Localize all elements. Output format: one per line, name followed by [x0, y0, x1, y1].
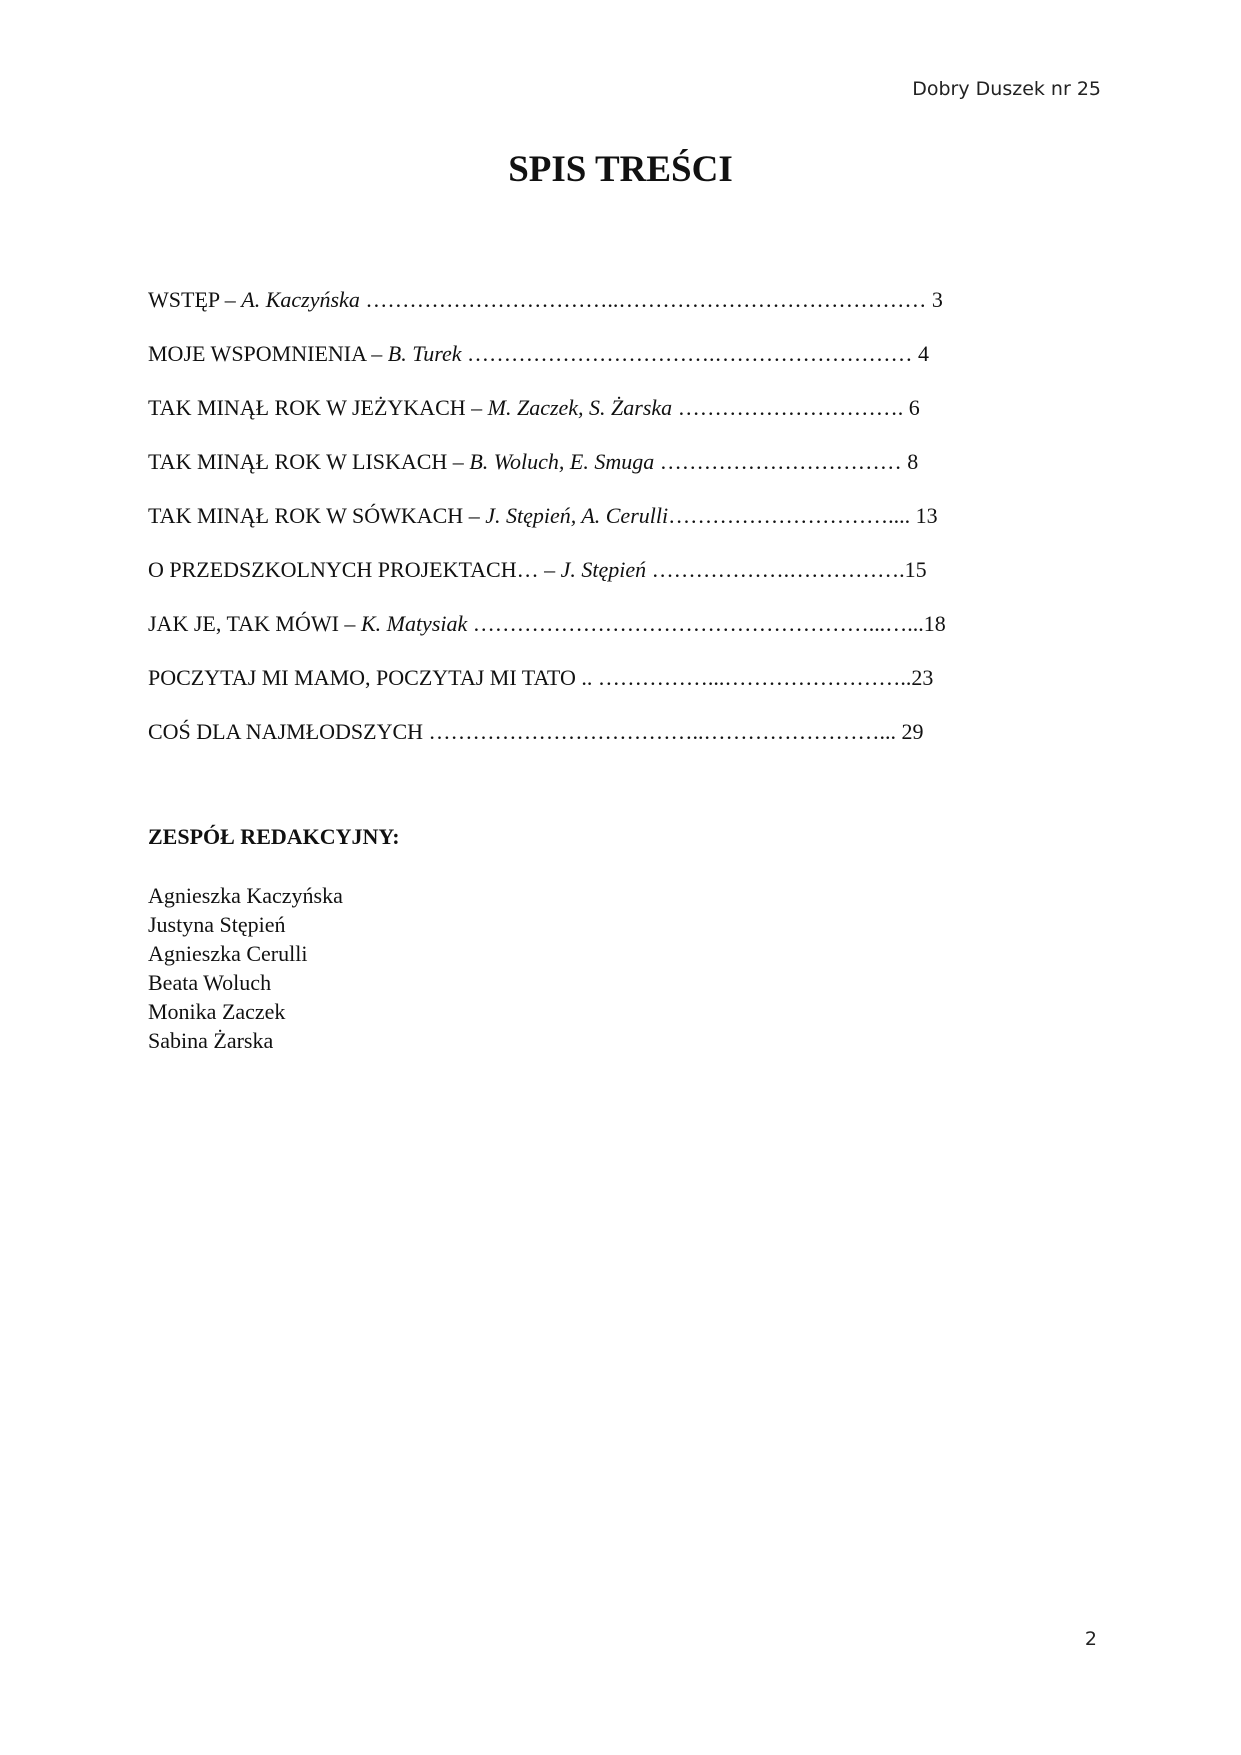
toc-entry [148, 395, 1061, 449]
page-title: SPIS TREŚCI [508, 149, 733, 190]
toc-entry [148, 611, 1061, 665]
toc-entry-leader: ……………….……………. [646, 557, 905, 582]
toc-entry-author: J. Stępień, A. Cerulli [485, 503, 669, 528]
toc-entry-title: COŚ DLA NAJMŁODSZYCH [148, 719, 429, 744]
team-member: Agnieszka Kaczyńska [148, 883, 343, 908]
toc-entry-page: 13 [915, 503, 938, 528]
toc-entry [148, 287, 1061, 341]
toc-entry-author: M. Zaczek, S. Żarska [487, 395, 673, 420]
toc-entry-author: B. Woluch, E. Smuga [469, 449, 655, 474]
team-member: Monika Zaczek [148, 999, 286, 1024]
toc-entry-leader: …………………………….……………………… [461, 341, 919, 366]
toc-entry [148, 557, 1061, 611]
toc-entry-leader: ………………………….... [668, 503, 916, 528]
toc-entry-leader: ……………...…………………….. [597, 665, 912, 690]
toc-entry-page: 6 [908, 395, 920, 420]
toc-entry-page: 8 [907, 449, 919, 474]
toc-entry-title: TAK MINĄŁ ROK W JEŻYKACH – [148, 395, 488, 420]
toc-entry-title: TAK MINĄŁ ROK W SÓWKACH – [148, 503, 486, 528]
toc-entry-title: TAK MINĄŁ ROK W LISKACH – [148, 449, 470, 474]
toc-entry [148, 665, 1061, 719]
toc-entry-page: 3 [931, 287, 943, 312]
toc-entry-title: JAK JE, TAK MÓWI – [148, 611, 361, 636]
toc-entry [148, 341, 1061, 395]
toc-entry-page: 18 [923, 611, 946, 636]
toc-entry-leader: …………………………… [654, 449, 908, 474]
team-member: Sabina Żarska [148, 1028, 274, 1053]
team-member: Justyna Stępień [148, 912, 286, 937]
toc-entry-title: POCZYTAJ MI MAMO, POCZYTAJ MI TATO .. [148, 665, 598, 690]
toc-entry-leader: ………………………………………………...…... [467, 611, 924, 636]
toc-entry-title: MOJE WSPOMNIENIA – [148, 341, 388, 366]
toc-entry-page: 15 [904, 557, 927, 582]
page-number: 2 [1084, 1628, 1097, 1650]
publication-header: Dobry Duszek nr 25 [912, 78, 1101, 100]
toc-entry [148, 719, 1061, 773]
team-member: Agnieszka Cerulli [148, 941, 308, 966]
table-of-contents [148, 287, 1061, 773]
toc-entry-leader: ……………………………..…………………………………… [359, 287, 932, 312]
toc-entry-page: 23 [911, 665, 934, 690]
toc-entry-leader: ………………………………..……………………... [428, 719, 902, 744]
editorial-team-heading: ZESPÓŁ REDAKCYJNY: [148, 824, 400, 849]
team-member: Beata Woluch [148, 970, 272, 995]
toc-entry-author: K. Matysiak [360, 611, 468, 636]
toc-entry-page: 4 [918, 341, 930, 366]
toc-entry-author: A. Kaczyńska [241, 287, 360, 312]
toc-entry-title: O PRZEDSZKOLNYCH PROJEKTACH… – [148, 557, 561, 582]
toc-entry-page: 29 [901, 719, 924, 744]
editorial-team-list [148, 881, 343, 1055]
toc-entry-title: WSTĘP – [148, 287, 242, 312]
toc-entry-author: B. Turek [387, 341, 462, 366]
toc-entry [148, 503, 1061, 557]
toc-entry-author: J. Stępień [560, 557, 647, 582]
toc-entry [148, 449, 1061, 503]
toc-entry-leader: …………………………. [672, 395, 909, 420]
